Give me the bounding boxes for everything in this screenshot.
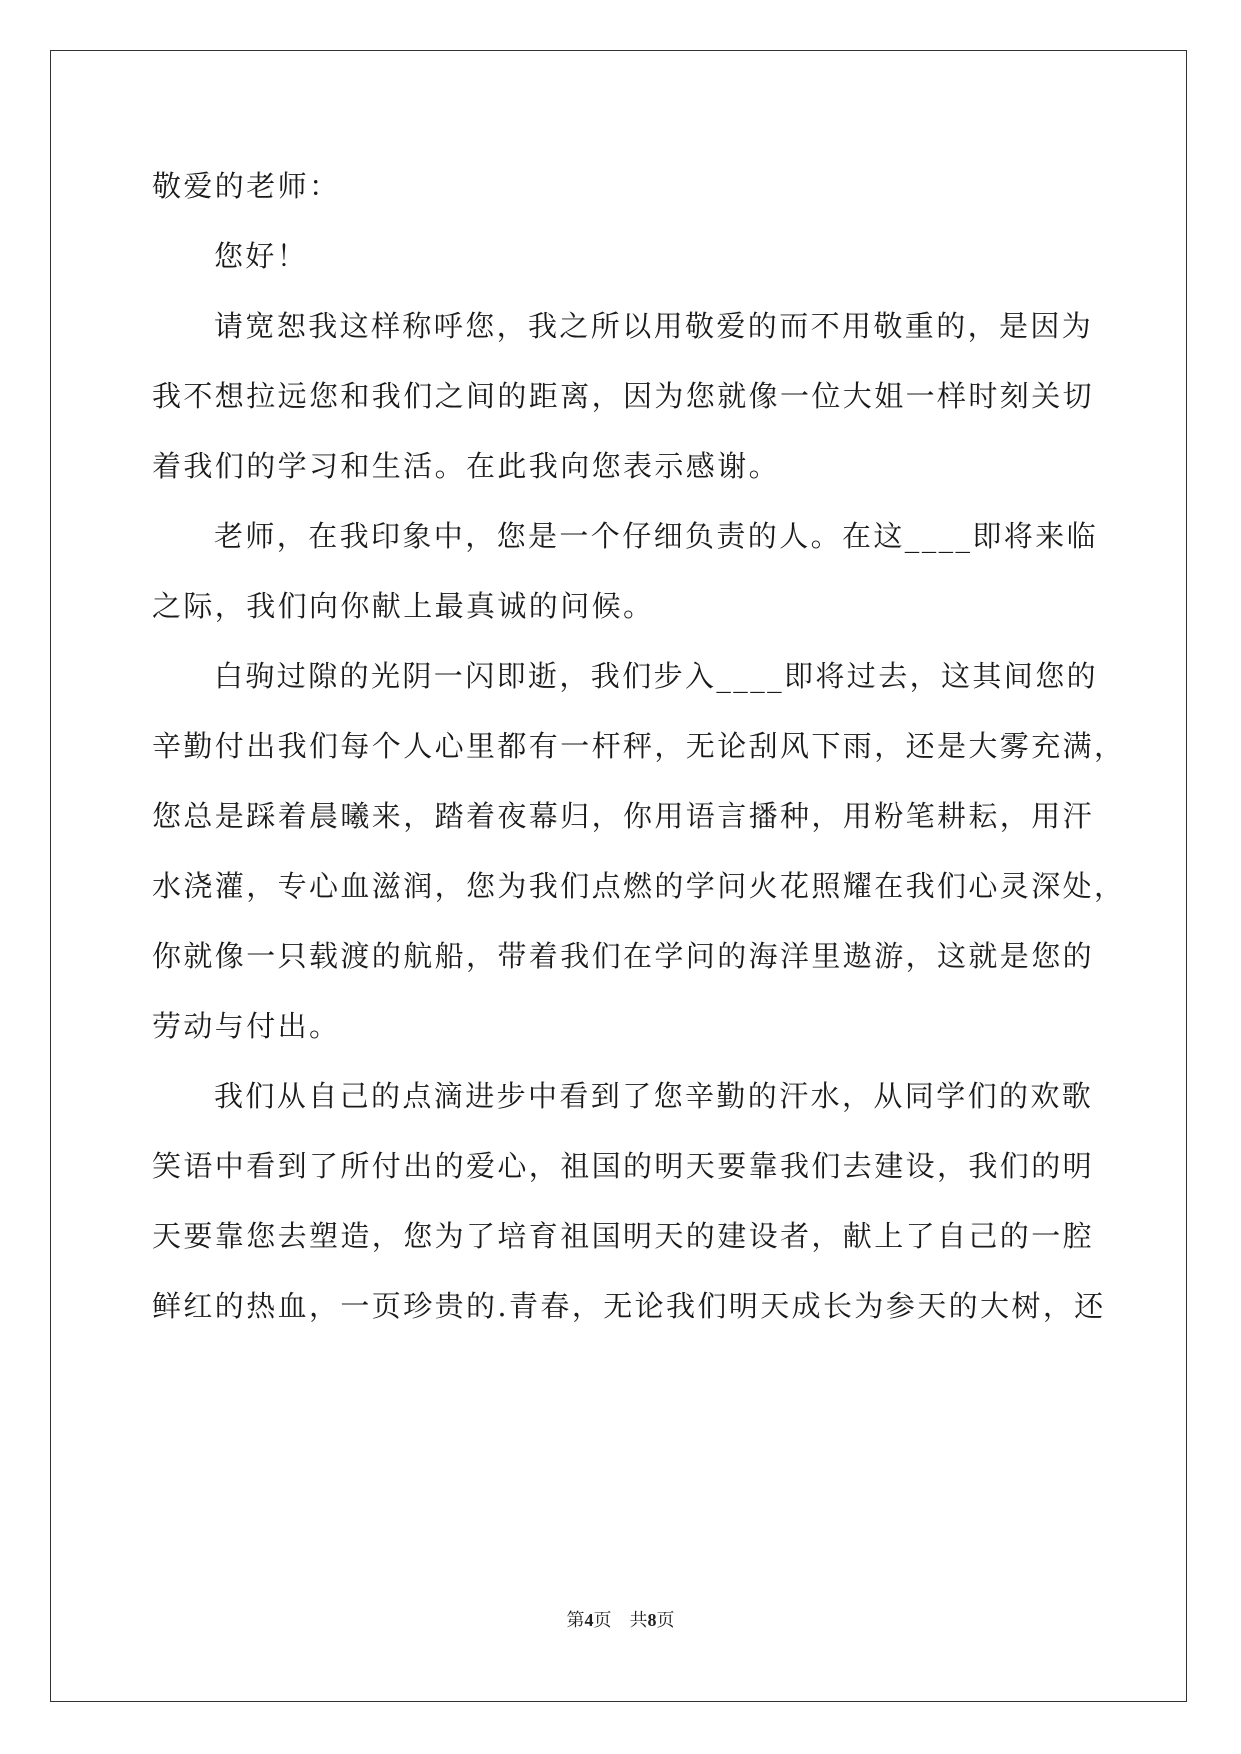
paragraph-1-line-3: 着我们的学习和生活。在此我向您表示感谢。	[152, 449, 781, 483]
paragraph-3-line-3: 您总是踩着晨曦来，踏着夜幕归，你用语言播种，用粉笔耕耘，用汗	[152, 799, 1095, 833]
paragraph-4-line-3: 天要靠您去塑造，您为了培育祖国明天的建设者，献上了自己的一腔	[152, 1219, 1095, 1253]
paragraph-3-line-4: 水浇灌，专心血滋润，您为我们点燃的学问火花照耀在我们心灵深处，	[152, 869, 1126, 903]
page-number: 4	[584, 1610, 594, 1630]
paragraph-4-line-4: 鲜红的热血，一页珍贵的.青春，无论我们明天成长为参天的大树，还	[152, 1289, 1106, 1323]
paragraph-3-line-2: 辛勤付出我们每个人心里都有一杆秤，无论刮风下雨，还是大雾充满，	[152, 729, 1126, 763]
paragraph-1-line-1: 请宽恕我这样称呼您，我之所以用敬爱的而不用敬重的，是因为	[214, 309, 1094, 343]
total-suffix: 页	[656, 1610, 675, 1630]
greeting: 您好！	[214, 239, 309, 273]
paragraph-4-line-2: 笑语中看到了所付出的爱心，祖国的明天要靠我们去建设，我们的明	[152, 1149, 1095, 1183]
paragraph-1-line-2: 我不想拉远您和我们之间的距离，因为您就像一位大姐一样时刻关切	[152, 379, 1095, 413]
page-suffix: 页	[593, 1610, 612, 1630]
page-footer	[0, 1606, 1241, 1632]
page-prefix: 第	[566, 1610, 585, 1630]
salutation: 敬爱的老师：	[152, 169, 341, 203]
paragraph-3-line-5: 你就像一只载渡的航船，带着我们在学问的海洋里遨游，这就是您的	[152, 939, 1095, 973]
paragraph-2-line-2: 之际，我们向你献上最真诚的问候。	[152, 589, 655, 623]
paragraph-3-line-1: 白驹过隙的光阴一闪即逝，我们步入____即将过去，这其间您的	[214, 659, 1099, 693]
paragraph-4-line-1: 我们从自己的点滴进步中看到了您辛勤的汗水，从同学们的欢歌	[214, 1079, 1094, 1113]
total-prefix: 共	[629, 1610, 648, 1630]
paragraph-2-line-1: 老师，在我印象中，您是一个仔细负责的人。在这____即将来临	[214, 519, 1099, 553]
total-pages: 8	[647, 1610, 657, 1630]
paragraph-3-line-6: 劳动与付出。	[152, 1009, 341, 1043]
